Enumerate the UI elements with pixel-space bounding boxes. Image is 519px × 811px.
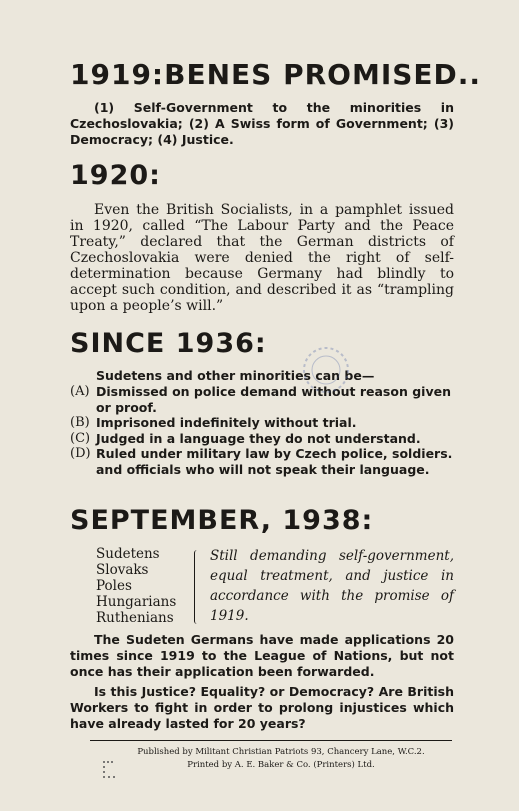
since-list xyxy=(70,384,454,477)
list-marker: (B) xyxy=(70,415,90,430)
list-item xyxy=(70,415,454,431)
group-name: Slovaks xyxy=(96,562,149,578)
group-name: Ruthenians xyxy=(96,610,174,626)
applications-paragraph: The Sudeten Germans have made applications 20 times since 1919 to the League of Nations, but not once has their application been forwarded. xyxy=(70,632,454,679)
printer-mark-icon xyxy=(100,758,130,788)
footer-rule xyxy=(90,740,452,741)
minority-groups xyxy=(96,546,176,626)
since-intro: Sudetens and other minorities can be— xyxy=(96,368,375,383)
list-marker: (A) xyxy=(70,384,90,399)
group-name: Sudetens xyxy=(96,546,160,562)
list-text: Imprisoned indefinitely without trial. xyxy=(96,415,357,430)
paragraph-1920: Even the British Socialists, in a pamphlet issued in 1920, called “The Labour Party and the Peace Treaty,” declared that the German districts of Czechoslovakia were denied the right of self-determination because Germany had blindly to accept such condition, and described it as “trampling upon a people’s will.” xyxy=(70,202,454,314)
list-text: Ruled under military law by Czech police, soldiers. and officials who will not speak their language. xyxy=(96,446,453,477)
heading-1919: 1919:BENES PROMISED.. xyxy=(70,58,482,91)
faded-stamp-icon xyxy=(286,345,366,395)
demand-text: Still demanding self-government, equal treatment, and justice in accordance with the promise of 1919. xyxy=(210,548,454,624)
group-name: Hungarians xyxy=(96,594,177,610)
question-paragraph: Is this Justice? Equality? or Democracy? Are British Workers to fight in order to prolong injustices which have already lasted for 20 years? xyxy=(70,684,454,731)
list-item xyxy=(70,446,454,477)
imprint-publisher: Published by Militant Christian Patriots 93, Chancery Lane, W.C.2. xyxy=(137,747,425,757)
heading-1920: 1920: xyxy=(70,160,161,191)
heading-since-1936: SINCE 1936: xyxy=(70,328,267,359)
list-item xyxy=(70,431,454,447)
brace-divider xyxy=(194,550,201,624)
imprint-printer: Printed by A. E. Baker & Co. (Printers) Ltd. xyxy=(187,760,375,770)
group-name: Poles xyxy=(96,578,132,594)
list-text: Dismissed on police demand without reason given or proof. xyxy=(96,384,451,415)
promises-paragraph: (1) Self-Government to the minorities in Czechoslovakia; (2) A Swiss form of Government; (3) Democracy; (4) Justice. xyxy=(70,100,454,147)
list-marker: (D) xyxy=(70,446,91,461)
list-text: Judged in a language they do not understand. xyxy=(96,430,421,446)
list-item xyxy=(70,384,454,415)
heading-september-1938: SEPTEMBER, 1938: xyxy=(70,505,374,536)
imprint xyxy=(110,746,452,772)
list-marker: (C) xyxy=(70,430,91,446)
